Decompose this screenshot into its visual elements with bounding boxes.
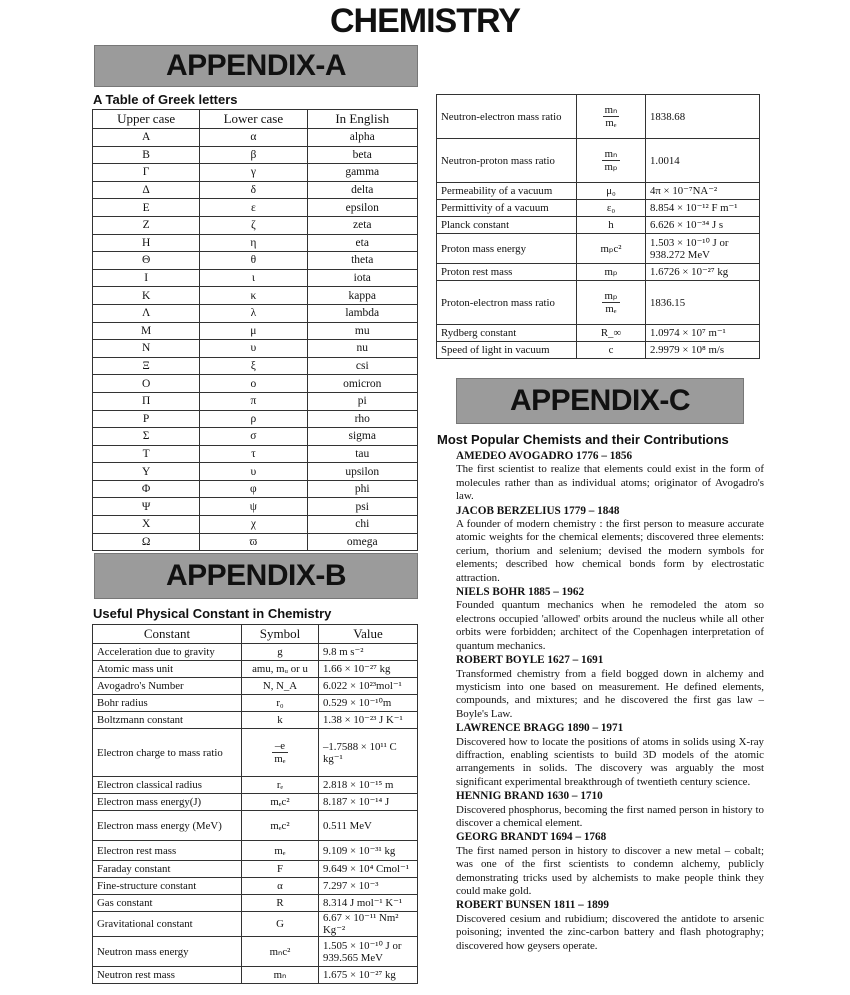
greek-row xyxy=(93,216,418,234)
constant-name: Avogadro's Number xyxy=(93,678,242,695)
chemist-contribution: Transformed chemistry from a field bogged down in alchemy and mysticism into one based on measurement. He defined elements, compounds, and mixtures; and he discovered the first gas law – Boyle's Law. xyxy=(456,667,764,720)
constant-value: 0.511 MeV xyxy=(319,811,418,841)
constant-value: 2.818 × 10⁻¹⁵ m xyxy=(319,777,418,794)
lower-case-cell: λ xyxy=(200,304,307,322)
greek-row xyxy=(93,392,418,410)
upper-case-cell: Δ xyxy=(93,181,200,199)
constant-row xyxy=(437,183,760,200)
english-name-cell: alpha xyxy=(307,129,418,147)
english-name-cell: beta xyxy=(307,146,418,164)
appendix-b-banner: APPENDIX-B xyxy=(94,553,418,599)
constant-value: 9.649 × 10⁴ Cmol⁻¹ xyxy=(319,861,418,878)
greek-row xyxy=(93,252,418,270)
upper-case-cell: Τ xyxy=(93,445,200,463)
greek-row xyxy=(93,304,418,322)
symbol-numerator: mₚ xyxy=(604,290,618,302)
english-name-cell: iota xyxy=(307,269,418,287)
greek-row xyxy=(93,463,418,481)
constant-symbol: N, N_A xyxy=(242,678,319,695)
constant-value: 2.9979 × 10⁸ m/s xyxy=(646,342,760,359)
upper-case-cell: Χ xyxy=(93,516,200,534)
greek-row xyxy=(93,164,418,182)
english-name-cell: eta xyxy=(307,234,418,252)
constant-row xyxy=(93,895,418,912)
ratio-symbol xyxy=(603,104,620,129)
english-name-cell: delta xyxy=(307,181,418,199)
col-english: In English xyxy=(307,110,418,129)
constant-name: Permeability of a vacuum xyxy=(437,183,577,200)
upper-case-cell: Σ xyxy=(93,428,200,446)
greek-row xyxy=(93,181,418,199)
upper-case-cell: Ξ xyxy=(93,357,200,375)
lower-case-cell: ζ xyxy=(200,216,307,234)
lower-case-cell: χ xyxy=(200,516,307,534)
lower-case-cell: φ xyxy=(200,480,307,498)
constant-name: Permittivity of a vacuum xyxy=(437,200,577,217)
symbol-numerator: mₙ xyxy=(604,104,618,116)
english-name-cell: tau xyxy=(307,445,418,463)
greek-row xyxy=(93,480,418,498)
upper-case-cell: Ζ xyxy=(93,216,200,234)
constant-name: Acceleration due to gravity xyxy=(93,644,242,661)
constant-row xyxy=(93,695,418,712)
chemist-name: JACOB BERZELIUS 1779 – 1848 xyxy=(456,504,620,517)
constant-row xyxy=(93,878,418,895)
constant-symbol: mₚ xyxy=(577,264,646,281)
constant-row xyxy=(93,644,418,661)
constant-value: 1.6726 × 10⁻²⁷ kg xyxy=(646,264,760,281)
constant-symbol: R_∞ xyxy=(577,325,646,342)
upper-case-cell: Ο xyxy=(93,375,200,393)
greek-row xyxy=(93,129,418,147)
col-lower: Lower case xyxy=(200,110,307,129)
chemist-entry xyxy=(456,450,764,504)
constant-row xyxy=(437,217,760,234)
lower-case-cell: ψ xyxy=(200,498,307,516)
english-name-cell: nu xyxy=(307,340,418,358)
lower-case-cell: μ xyxy=(200,322,307,340)
constant-symbol: mₑc² xyxy=(242,811,319,841)
constant-row xyxy=(437,234,760,264)
constant-value: 1836.15 xyxy=(646,281,760,325)
constant-name: Proton-electron mass ratio xyxy=(437,281,577,325)
constant-row xyxy=(93,811,418,841)
constant-row xyxy=(93,841,418,861)
constant-row xyxy=(437,200,760,217)
lower-case-cell: π xyxy=(200,392,307,410)
constant-symbol: mₙc² xyxy=(242,937,319,967)
english-name-cell: upsilon xyxy=(307,463,418,481)
english-name-cell: omicron xyxy=(307,375,418,393)
greek-table-heading: A Table of Greek letters xyxy=(93,92,238,107)
constant-name: Electron charge to mass ratio xyxy=(93,729,242,777)
english-name-cell: sigma xyxy=(307,428,418,446)
ratio-symbol xyxy=(272,740,287,765)
chemists-heading: Most Popular Chemists and their Contributions xyxy=(437,432,729,447)
english-name-cell: phi xyxy=(307,480,418,498)
constant-value: 4π × 10⁻⁷NA⁻² xyxy=(646,183,760,200)
constant-row xyxy=(93,937,418,967)
english-name-cell: epsilon xyxy=(307,199,418,217)
upper-case-cell: Ι xyxy=(93,269,200,287)
constant-name: Proton rest mass xyxy=(437,264,577,281)
col-value: Value xyxy=(319,625,418,644)
constant-name: Gravitational constant xyxy=(93,912,242,937)
english-name-cell: zeta xyxy=(307,216,418,234)
lower-case-cell: ξ xyxy=(200,357,307,375)
lower-case-cell: τ xyxy=(200,445,307,463)
constant-row xyxy=(437,325,760,342)
constant-symbol: k xyxy=(242,712,319,729)
constant-value: 1.38 × 10⁻²³ J K⁻¹ xyxy=(319,712,418,729)
chemist-name: AMEDEO AVOGADRO 1776 – 1856 xyxy=(456,450,633,462)
greek-row xyxy=(93,340,418,358)
greek-row xyxy=(93,269,418,287)
chemist-contribution: The first scientist to realize that elements could exist in the form of molecules rather than as individual atoms; originator of Avogadro's law. xyxy=(456,463,764,503)
chemist-contribution: Discovered cesium and rubidium; discovered the antidote to arsenic poisoning; invented the zinc-carbon battery and flash photography; discovered how geysers operate. xyxy=(456,912,764,952)
greek-row xyxy=(93,199,418,217)
lower-case-cell: ε xyxy=(200,199,307,217)
constant-value: 6.67 × 10⁻¹¹ Nm² Kg⁻² xyxy=(319,912,418,937)
constant-symbol: mₙ xyxy=(242,967,319,984)
constant-value: –1.7588 × 10¹¹ C kg⁻¹ xyxy=(319,729,418,777)
chemist-contribution: A founder of modern chemistry : the first person to measure accurate atomic weights for the chemical elements; discovered three elements: cerium, thorium and selenium; devised the modern symbols for elements; described how chemical bonds form by electrostatic attraction. xyxy=(456,518,764,584)
chemist-entry xyxy=(456,790,764,830)
upper-case-cell: Μ xyxy=(93,322,200,340)
constant-row xyxy=(93,777,418,794)
chemist-entry xyxy=(456,899,764,953)
english-name-cell: rho xyxy=(307,410,418,428)
constant-symbol: rₑ xyxy=(242,777,319,794)
constant-name: Speed of light in vacuum xyxy=(437,342,577,359)
constant-row xyxy=(93,912,418,937)
constants-table-heading: Useful Physical Constant in Chemistry xyxy=(93,606,332,621)
greek-row xyxy=(93,322,418,340)
constant-name: Electron mass energy(J) xyxy=(93,794,242,811)
constant-row xyxy=(93,729,418,777)
chemist-contribution: Founded quantum mechanics when he remodeled the atom so electrons occupied 'allowed' orbits around the nucleus while all other orbits were forbidden; architect of the Copenhagen interpretation of quantum mechanics. xyxy=(456,599,764,652)
symbol-numerator: mₙ xyxy=(602,148,619,161)
constant-row xyxy=(93,678,418,695)
lower-case-cell: ρ xyxy=(200,410,307,428)
symbol-denominator: mₑ xyxy=(605,117,617,129)
lower-case-cell: υ xyxy=(200,340,307,358)
constant-row xyxy=(437,342,760,359)
greek-row xyxy=(93,146,418,164)
english-name-cell: psi xyxy=(307,498,418,516)
constant-value: 9.8 m s⁻² xyxy=(319,644,418,661)
constant-value: 7.297 × 10⁻³ xyxy=(319,878,418,895)
symbol-denominator: mₚ xyxy=(604,161,618,173)
greek-row xyxy=(93,375,418,393)
english-name-cell: chi xyxy=(307,516,418,534)
constant-name: Boltzmann constant xyxy=(93,712,242,729)
upper-case-cell: Λ xyxy=(93,304,200,322)
lower-case-cell: ο xyxy=(200,375,307,393)
lower-case-cell: γ xyxy=(200,164,307,182)
constant-name: Neutron rest mass xyxy=(93,967,242,984)
chemist-entry xyxy=(456,654,764,721)
constant-symbol: R xyxy=(242,895,319,912)
chemists-list xyxy=(456,449,764,953)
greek-row xyxy=(93,516,418,534)
english-name-cell: gamma xyxy=(307,164,418,182)
constant-symbol: ε₀ xyxy=(577,200,646,217)
constant-name: Rydberg constant xyxy=(437,325,577,342)
constant-row xyxy=(93,712,418,729)
upper-case-cell: Β xyxy=(93,146,200,164)
constant-value: 1.675 × 10⁻²⁷ kg xyxy=(319,967,418,984)
upper-case-cell: Ε xyxy=(93,199,200,217)
constant-name: Faraday constant xyxy=(93,861,242,878)
chemist-name: GEORG BRANDT 1694 – 1768 xyxy=(456,831,607,844)
constant-name: Atomic mass unit xyxy=(93,661,242,678)
upper-case-cell: Ω xyxy=(93,533,200,551)
constant-symbol xyxy=(577,139,646,183)
page-title: CHEMISTRY xyxy=(330,2,520,40)
symbol-denominator: mₑ xyxy=(274,753,286,765)
constant-symbol: mₑc² xyxy=(242,794,319,811)
constant-row xyxy=(437,139,760,183)
english-name-cell: lambda xyxy=(307,304,418,322)
constant-name: Electron mass energy (MeV) xyxy=(93,811,242,841)
lower-case-cell: θ xyxy=(200,252,307,270)
chemist-contribution: The first named person in history to discover a new metal – cobalt; was one of the first scientists to condemn alchemy, publicly demonstrating tricks used by alchemists to make people think they could make gold. xyxy=(456,844,764,897)
lower-case-cell: η xyxy=(200,234,307,252)
upper-case-cell: Θ xyxy=(93,252,200,270)
constant-symbol: amu, mᵤ or u xyxy=(242,661,319,678)
appendix-a-banner: APPENDIX-A xyxy=(94,45,418,87)
constant-symbol: F xyxy=(242,861,319,878)
constant-symbol: g xyxy=(242,644,319,661)
upper-case-cell: Η xyxy=(93,234,200,252)
col-upper: Upper case xyxy=(93,110,200,129)
constant-value: 6.022 × 10²³mol⁻¹ xyxy=(319,678,418,695)
constant-value: 1838.68 xyxy=(646,95,760,139)
chemist-name: ROBERT BOYLE 1627 – 1691 xyxy=(456,654,604,667)
greek-row xyxy=(93,533,418,551)
constant-name: Neutron-proton mass ratio xyxy=(437,139,577,183)
constant-name: Neutron-electron mass ratio xyxy=(437,95,577,139)
greek-letters-table xyxy=(92,109,418,551)
constant-value: 8.187 × 10⁻¹⁴ J xyxy=(319,794,418,811)
lower-case-cell: υ xyxy=(200,463,307,481)
constant-symbol: mₑ xyxy=(242,841,319,861)
constant-name: Fine-structure constant xyxy=(93,878,242,895)
constant-value: 9.109 × 10⁻³¹ kg xyxy=(319,841,418,861)
constant-value: 6.626 × 10⁻³⁴ J s xyxy=(646,217,760,234)
chemist-contribution: Discovered phosphorus, becoming the first named person in history to discover a chemical element. xyxy=(456,803,764,829)
chemist-name: ROBERT BUNSEN 1811 – 1899 xyxy=(456,899,609,912)
greek-row xyxy=(93,428,418,446)
constant-symbol: α xyxy=(242,878,319,895)
constant-row xyxy=(93,794,418,811)
constant-value: 8.314 J mol⁻¹ K⁻¹ xyxy=(319,895,418,912)
chemist-entry xyxy=(456,831,764,898)
constants-table xyxy=(92,624,418,984)
english-name-cell: pi xyxy=(307,392,418,410)
greek-row xyxy=(93,445,418,463)
upper-case-cell: Π xyxy=(93,392,200,410)
greek-row xyxy=(93,498,418,516)
constant-symbol: μ₀ xyxy=(577,183,646,200)
greek-row xyxy=(93,287,418,305)
constant-symbol: r₀ xyxy=(242,695,319,712)
constant-name: Bohr radius xyxy=(93,695,242,712)
english-name-cell: kappa xyxy=(307,287,418,305)
constant-row xyxy=(93,661,418,678)
appendix-c-banner: APPENDIX-C xyxy=(456,378,744,424)
upper-case-cell: Φ xyxy=(93,480,200,498)
lower-case-cell: δ xyxy=(200,181,307,199)
constant-symbol xyxy=(577,281,646,325)
upper-case-cell: Α xyxy=(93,129,200,147)
lower-case-cell: ι xyxy=(200,269,307,287)
constant-value: 1.505 × 10⁻¹⁰ J or 939.565 MeV xyxy=(319,937,418,967)
constant-name: Gas constant xyxy=(93,895,242,912)
lower-case-cell: σ xyxy=(200,428,307,446)
constants-table-continued xyxy=(436,94,760,359)
constant-row xyxy=(437,264,760,281)
constant-value: 8.854 × 10⁻¹² F m⁻¹ xyxy=(646,200,760,217)
col-constant: Constant xyxy=(93,625,242,644)
constant-name: Neutron mass energy xyxy=(93,937,242,967)
english-name-cell: csi xyxy=(307,357,418,375)
greek-row xyxy=(93,410,418,428)
constant-row xyxy=(437,281,760,325)
constant-value: 1.66 × 10⁻²⁷ kg xyxy=(319,661,418,678)
constant-row xyxy=(437,95,760,139)
lower-case-cell: β xyxy=(200,146,307,164)
constant-value: 0.529 × 10⁻¹⁰m xyxy=(319,695,418,712)
lower-case-cell: α xyxy=(200,129,307,147)
constant-name: Electron rest mass xyxy=(93,841,242,861)
constant-value: 1.0974 × 10⁷ m⁻¹ xyxy=(646,325,760,342)
lower-case-cell: κ xyxy=(200,287,307,305)
lower-case-cell: ϖ xyxy=(200,533,307,551)
upper-case-cell: Ψ xyxy=(93,498,200,516)
chemist-entry xyxy=(456,505,764,585)
constant-row xyxy=(93,861,418,878)
upper-case-cell: Υ xyxy=(93,463,200,481)
ratio-symbol xyxy=(602,290,619,315)
greek-row xyxy=(93,234,418,252)
constant-symbol xyxy=(242,729,319,777)
constant-name: Electron classical radius xyxy=(93,777,242,794)
english-name-cell: omega xyxy=(307,533,418,551)
upper-case-cell: Κ xyxy=(93,287,200,305)
english-name-cell: mu xyxy=(307,322,418,340)
chemist-name: LAWRENCE BRAGG 1890 – 1971 xyxy=(456,722,624,735)
chemist-name: HENNIG BRAND 1630 – 1710 xyxy=(456,790,603,803)
constant-value: 1.0014 xyxy=(646,139,760,183)
chemist-contribution: Discovered how to locate the positions of atoms in solids using X-ray diffraction, enabling scientists to build 3D models of the atomic arrangements in solids. The discovery was arguably the most significant experimental breakthrough of twentieth century science. xyxy=(456,735,764,788)
constant-symbol: mₚc² xyxy=(577,234,646,264)
constant-name: Proton mass energy xyxy=(437,234,577,264)
constant-symbol: c xyxy=(577,342,646,359)
constant-symbol: G xyxy=(242,912,319,937)
ratio-symbol xyxy=(602,148,619,173)
upper-case-cell: Ρ xyxy=(93,410,200,428)
upper-case-cell: Ν xyxy=(93,340,200,358)
constant-symbol xyxy=(577,95,646,139)
greek-row xyxy=(93,357,418,375)
constant-symbol: h xyxy=(577,217,646,234)
chemist-entry xyxy=(456,586,764,653)
symbol-denominator: mₑ xyxy=(605,303,617,315)
col-symbol: Symbol xyxy=(242,625,319,644)
english-name-cell: theta xyxy=(307,252,418,270)
constant-name: Planck constant xyxy=(437,217,577,234)
chemist-entry xyxy=(456,722,764,789)
constant-value: 1.503 × 10⁻¹⁰ J or 938.272 MeV xyxy=(646,234,760,264)
upper-case-cell: Γ xyxy=(93,164,200,182)
constant-row xyxy=(93,967,418,984)
symbol-numerator: –e xyxy=(272,740,287,753)
chemist-name: NIELS BOHR 1885 – 1962 xyxy=(456,586,585,599)
